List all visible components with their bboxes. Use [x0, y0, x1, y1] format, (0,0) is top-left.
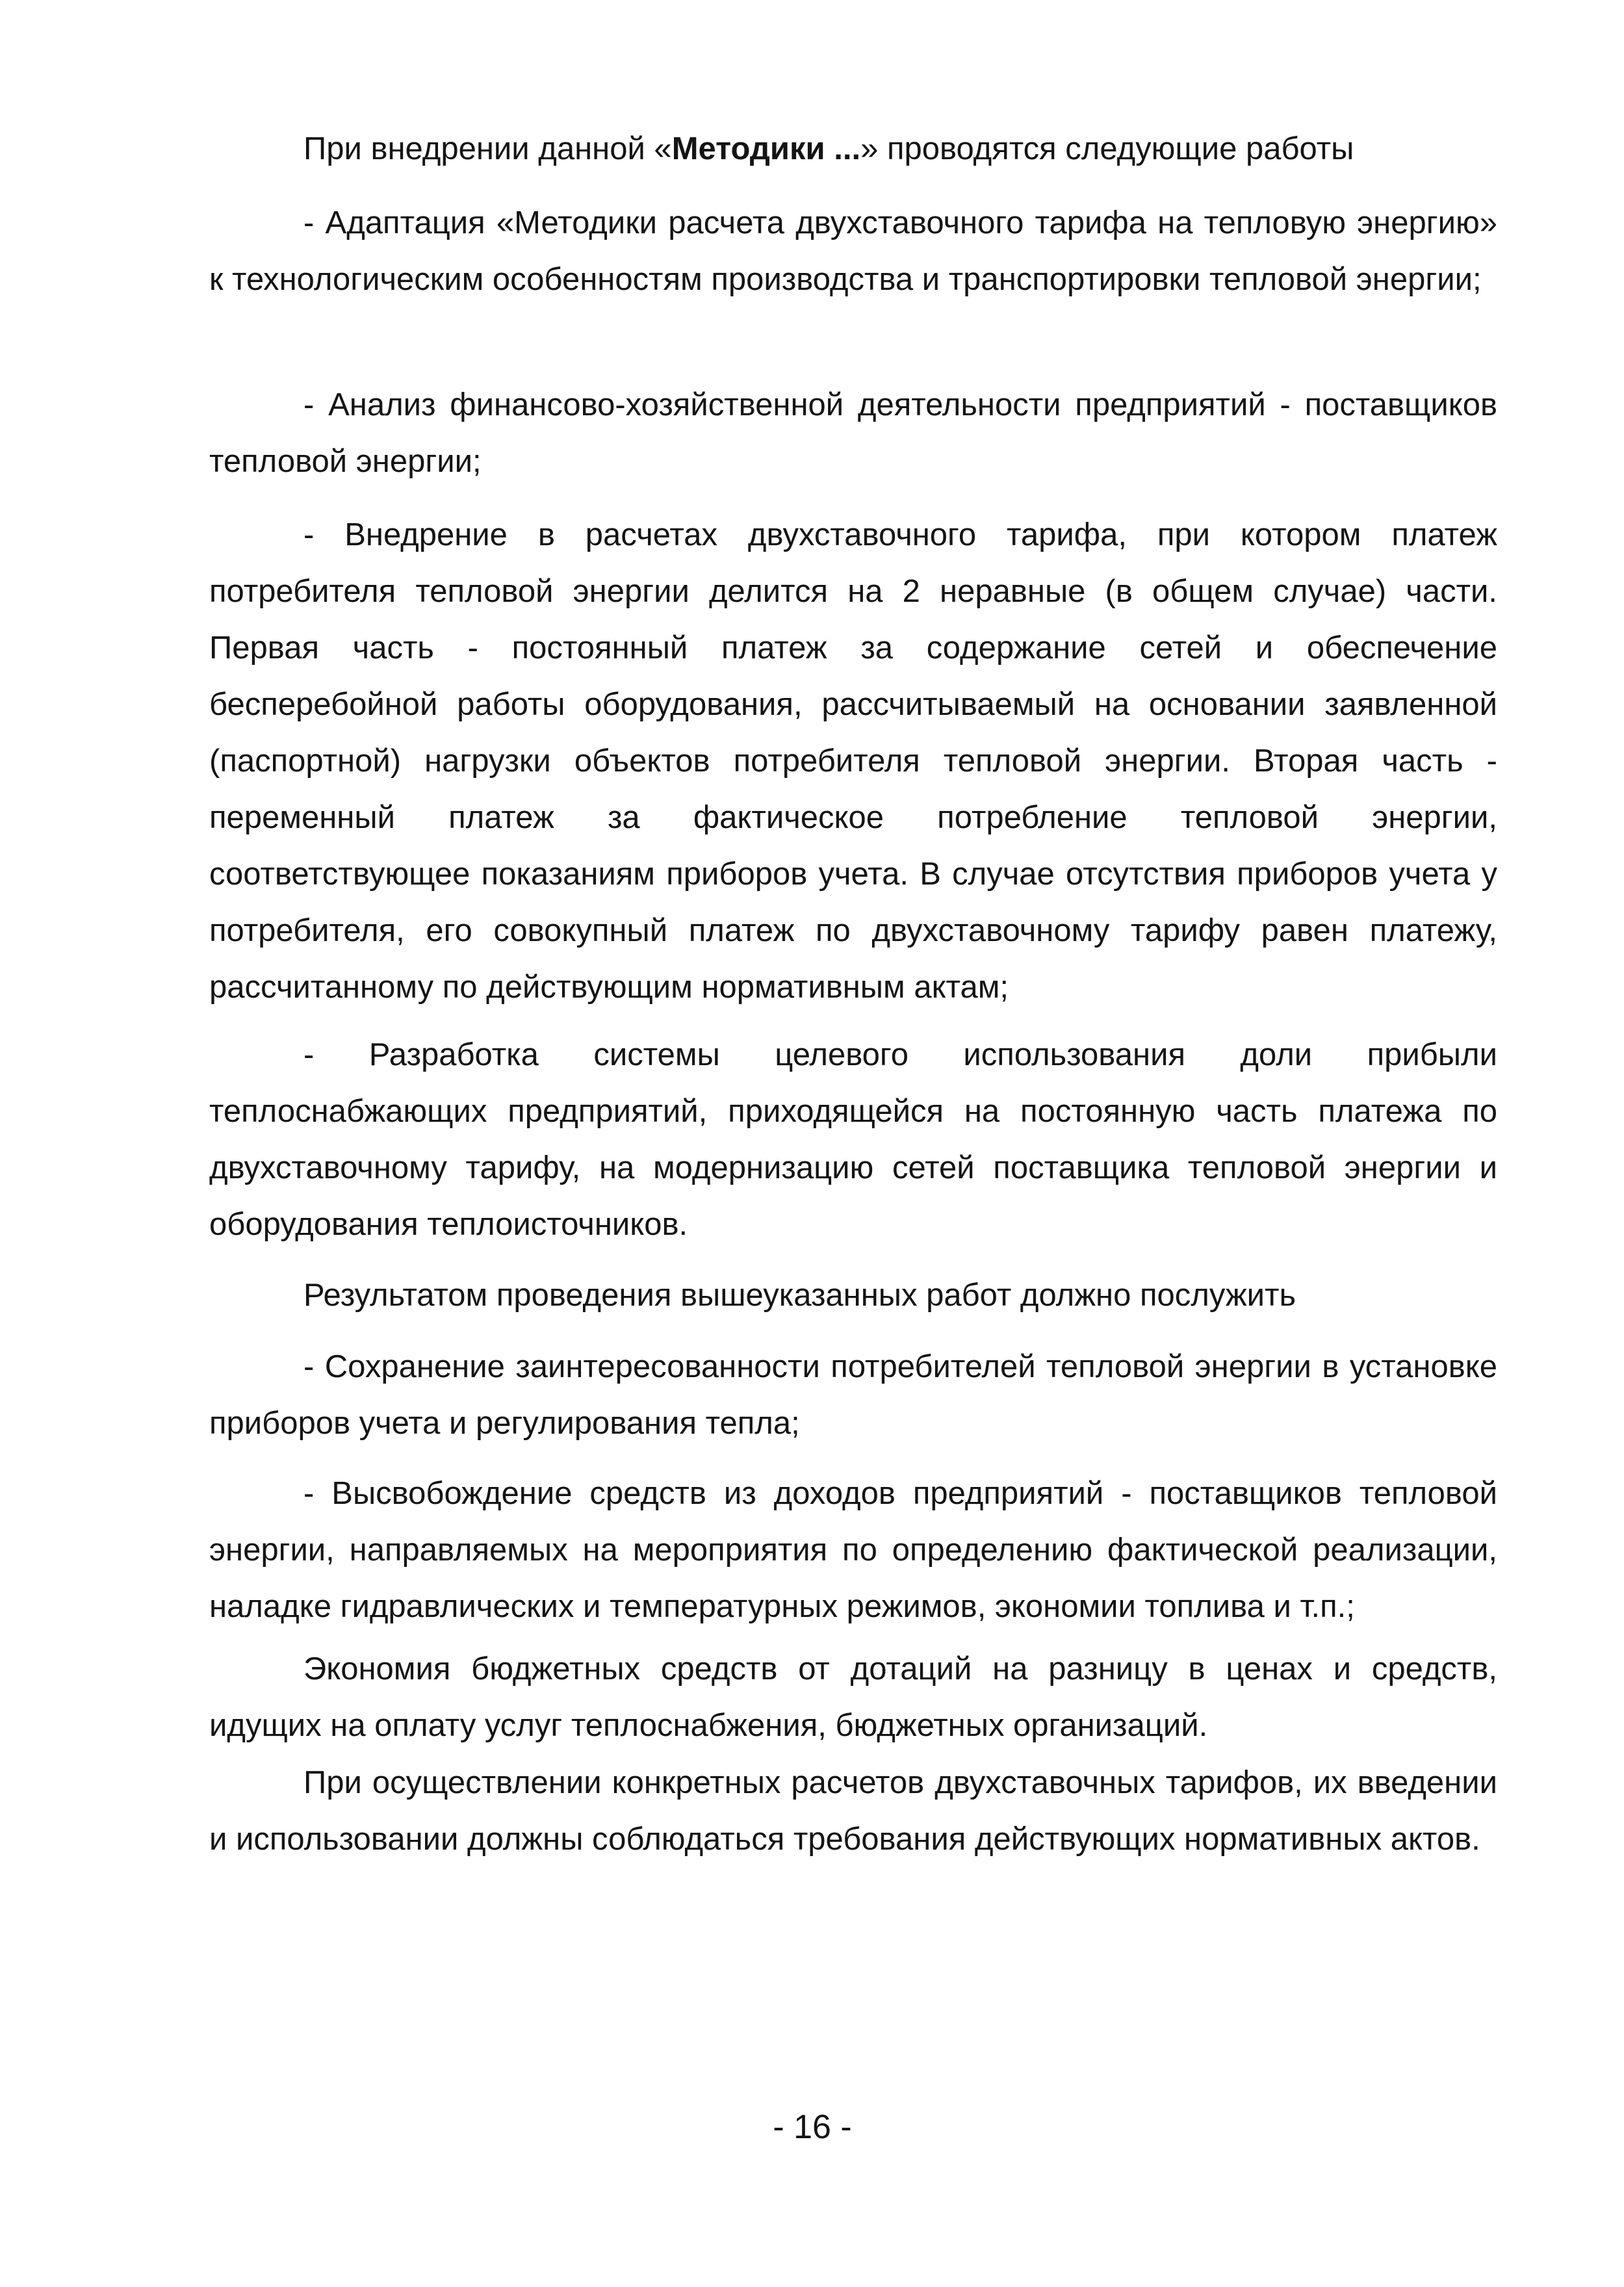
paragraph-regulations: При осуществлении конкретных расчетов двухставочных тарифов, их введении и использовании должны соблюдаться требования действующих нормативных актов. [209, 1765, 1497, 1857]
intro-text-before: При внедрении данной « [303, 131, 672, 166]
paragraph-results-intro: Результатом проведения вышеуказанных работ должно послужить [303, 1278, 1296, 1313]
intro-paragraph [209, 121, 1497, 177]
intro-text-after: » проводятся следующие работы [860, 131, 1354, 166]
paragraph-two-part-tariff: - Внедрение в расчетах двухставочного тарифа, при котором платеж потребителя тепловой энергии делится на 2 неравные (в общем случае) части. Первая часть - постоянный платеж за содержание сетей и обеспечение бесперебойной работы оборудования, рассчитываемый на основании заявленной (паспортной) нагрузки объектов потребителя тепловой энергии. Вторая часть - переменный платеж за фактическое потребление тепловой энергии, соответствующее показаниям приборов учета. В случае отсутствия приборов учета у потребителя, его совокупный платеж по двухставочному тарифу равен платежу, рассчитанному по действующим нормативным актам; [209, 517, 1497, 1005]
page-number: - 16 - [773, 2108, 852, 2146]
paragraph-profit-system: - Разработка системы целевого использования доли прибыли теплоснабжающих предприятий, приходящейся на постоянную часть платежа по двухставочному тарифу, на модернизацию сетей поставщика тепловой энергии и оборудования теплоисточников. [209, 1037, 1497, 1242]
paragraph-funds-release: - Высвобождение средств из доходов предприятий - поставщиков тепловой энергии, направляемых на мероприятия по определению фактической реализации, наладке гидравлических и температурных режимов, экономии топлива и т.п.; [209, 1476, 1497, 1624]
paragraph-consumer-interest: - Сохранение заинтересованности потребителей тепловой энергии в установке приборов учета и регулирования тепла; [209, 1349, 1497, 1441]
methodology-title-bold: Методики ... [671, 131, 861, 166]
paragraph-analysis: - Анализ финансово-хозяйственной деятельности предприятий - поставщиков тепловой энергии; [209, 387, 1497, 479]
paragraph-budget-savings: Экономия бюджетных средств от дотаций на разницу в ценах и средств, идущих на оплату услуг теплоснабжения, бюджетных организаций. [209, 1651, 1497, 1743]
paragraph-adaptation: - Адаптация «Методики расчета двухставочного тарифа на тепловую энергию» к технологическим особенностям производства и транспортировки тепловой энергии; [209, 205, 1497, 297]
